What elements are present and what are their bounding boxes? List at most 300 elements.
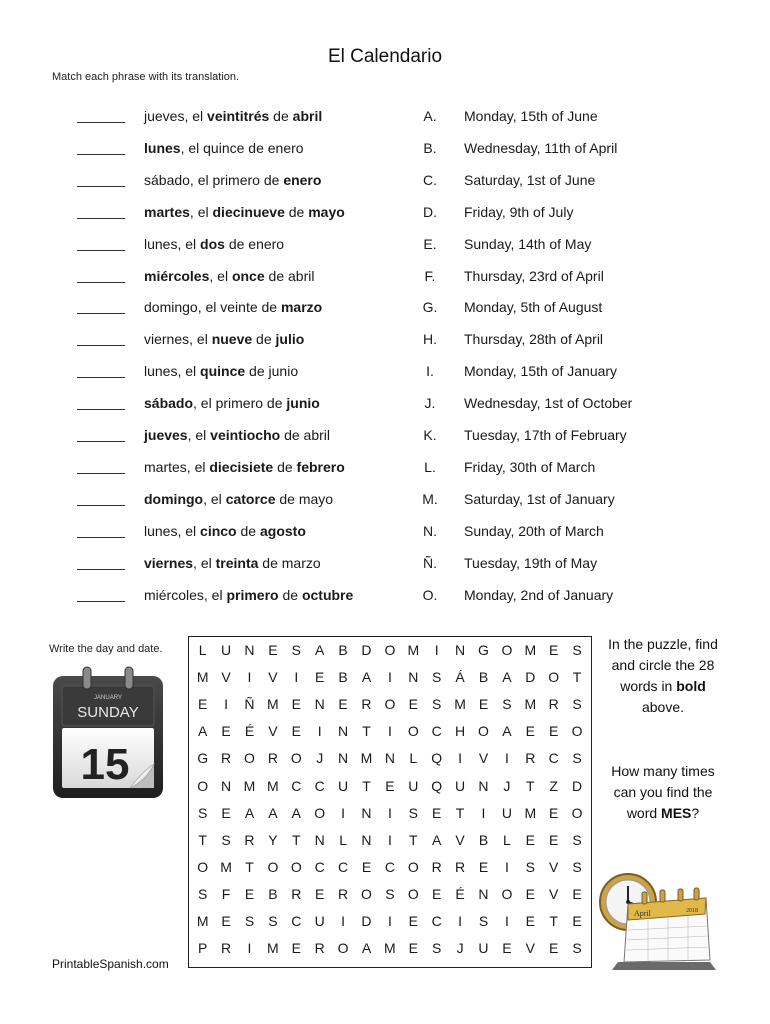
grid-letter[interactable]: E xyxy=(549,831,559,848)
bold-word: diecinueve xyxy=(212,203,285,220)
grid-letter[interactable]: N xyxy=(221,777,232,794)
match-row xyxy=(0,104,770,132)
grid-letter[interactable]: O xyxy=(290,858,302,875)
text-segment: viernes, el xyxy=(144,331,212,348)
grid-letter[interactable]: R xyxy=(314,940,325,957)
grid-letter[interactable]: O xyxy=(384,642,396,658)
grid-letter[interactable]: E xyxy=(385,777,395,794)
grid-letter[interactable]: E xyxy=(361,858,372,875)
grid-letter[interactable]: O xyxy=(548,669,560,686)
grid-letter[interactable]: I xyxy=(247,669,252,686)
grid-letter[interactable]: I xyxy=(224,696,229,713)
grid-letter[interactable]: T xyxy=(455,804,465,821)
grid-letter[interactable]: P xyxy=(198,940,208,957)
grid-letter[interactable]: I xyxy=(434,642,439,658)
bold-word: enero xyxy=(283,171,322,188)
grid-letter[interactable]: V xyxy=(478,750,489,767)
grid-letter[interactable]: S xyxy=(478,913,489,929)
grid-letter[interactable]: E xyxy=(221,913,231,929)
grid-letter[interactable]: A xyxy=(315,642,325,658)
grid-letter[interactable]: I xyxy=(387,913,392,929)
answer-letter: H. xyxy=(423,331,437,348)
english-translation: Tuesday, 19th of May xyxy=(464,554,598,571)
grid-letter[interactable]: E xyxy=(432,804,442,821)
grid-letter[interactable]: M xyxy=(267,940,279,957)
grid-letter[interactable]: L xyxy=(339,831,347,848)
answer-letter: G. xyxy=(422,299,438,316)
grid-letter[interactable]: D xyxy=(361,913,372,929)
match-row xyxy=(0,487,770,515)
grid-letter[interactable]: S xyxy=(432,940,442,957)
grid-letter[interactable]: I xyxy=(387,723,392,740)
grid-letter[interactable]: I xyxy=(504,913,509,929)
grid-letter[interactable]: R xyxy=(361,696,372,713)
grid-letter[interactable]: E xyxy=(291,723,301,740)
grid-letter[interactable]: N xyxy=(408,669,419,686)
grid-letter[interactable]: Ñ xyxy=(244,696,255,713)
spanish-phrase xyxy=(144,299,322,315)
grid-letter[interactable]: U xyxy=(314,913,325,929)
grid-letter[interactable]: I xyxy=(294,669,299,686)
match-row xyxy=(0,455,770,483)
grid-letter[interactable]: M xyxy=(454,696,466,713)
grid-letter[interactable]: I xyxy=(317,723,322,740)
grid-letter[interactable]: A xyxy=(432,831,442,848)
grid-letter[interactable]: L xyxy=(198,642,207,658)
grid-letter[interactable]: C xyxy=(291,913,302,929)
grid-letter[interactable]: I xyxy=(341,804,346,821)
grid-row xyxy=(189,940,593,967)
grid-row xyxy=(189,669,593,696)
grid-letter[interactable]: S xyxy=(572,858,582,875)
grid-letter[interactable]: E xyxy=(268,642,278,658)
grid-letter[interactable]: E xyxy=(315,669,325,686)
grid-letter[interactable]: I xyxy=(458,913,463,929)
english-translation: Monday, 5th of August xyxy=(464,299,603,316)
grid-letter[interactable]: I xyxy=(504,750,509,767)
grid-row xyxy=(189,913,593,940)
answer-blank[interactable] xyxy=(77,473,125,474)
grid-letter[interactable]: R xyxy=(221,750,232,767)
answer-blank[interactable] xyxy=(77,122,125,123)
grid-letter[interactable]: S xyxy=(221,831,231,848)
spanish-phrase xyxy=(144,363,298,379)
text-segment: , el xyxy=(187,427,211,443)
grid-letter[interactable]: S xyxy=(502,696,512,713)
grid-letter[interactable]: D xyxy=(572,777,583,794)
answer-blank[interactable] xyxy=(77,282,125,283)
grid-letter[interactable]: M xyxy=(524,642,537,658)
grid-letter[interactable]: U xyxy=(455,777,466,794)
grid-letter[interactable]: M xyxy=(384,940,396,957)
grid-letter[interactable]: V xyxy=(549,885,559,902)
answer-blank[interactable] xyxy=(77,345,125,346)
grid-letter[interactable]: S xyxy=(198,885,208,902)
grid-letter[interactable]: J xyxy=(316,750,324,767)
bold-word: lunes xyxy=(144,139,181,156)
grid-letter[interactable]: Á xyxy=(455,669,465,686)
spanish-phrase xyxy=(144,204,345,220)
text-segment: miércoles, el xyxy=(144,586,227,603)
grid-letter[interactable]: N xyxy=(338,723,349,740)
grid-letter[interactable]: R xyxy=(525,750,536,767)
puzzle-instructions xyxy=(605,634,721,718)
grid-letter[interactable]: S xyxy=(432,696,442,713)
match-row xyxy=(0,136,770,164)
grid-letter[interactable]: M xyxy=(196,913,209,929)
grid-letter[interactable]: S xyxy=(291,642,301,658)
grid-letter[interactable]: E xyxy=(525,831,535,848)
grid-letter[interactable]: E xyxy=(408,696,418,713)
grid-letter[interactable]: C xyxy=(338,858,349,875)
bold-word: agosto xyxy=(259,522,306,539)
grid-letter[interactable]: M xyxy=(220,858,232,875)
grid-letter[interactable]: C xyxy=(431,913,442,929)
text-segment: de xyxy=(273,458,297,475)
grid-letter[interactable]: O xyxy=(407,723,419,740)
grid-letter[interactable]: O xyxy=(314,804,326,821)
grid-letter[interactable]: S xyxy=(432,669,442,686)
grid-letter[interactable]: E xyxy=(525,885,535,902)
grid-letter[interactable]: S xyxy=(572,642,582,658)
grid-letter[interactable]: E xyxy=(478,858,489,875)
bold-word: nueve xyxy=(211,331,253,348)
grid-letter[interactable]: O xyxy=(267,858,279,875)
text-segment: martes, el xyxy=(144,458,210,475)
grid-letter[interactable]: A xyxy=(291,804,301,821)
bold-word: veintiocho xyxy=(210,427,281,443)
spanish-phrase xyxy=(144,587,353,603)
answer-blank[interactable] xyxy=(77,186,125,187)
answer-letter: Ñ. xyxy=(423,554,437,571)
answer-blank[interactable] xyxy=(77,537,125,538)
word-search-grid xyxy=(188,636,592,968)
grid-letter[interactable]: V xyxy=(549,858,559,875)
grid-letter[interactable]: Q xyxy=(431,777,443,794)
grid-letter[interactable]: S xyxy=(408,804,418,821)
grid-letter[interactable]: S xyxy=(244,913,255,929)
grid-letter[interactable]: E xyxy=(572,913,582,929)
grid-letter[interactable]: E xyxy=(478,696,489,713)
spanish-phrase xyxy=(144,523,306,539)
grid-letter[interactable]: Z xyxy=(549,777,558,794)
text-segment: How many times can you find the word xyxy=(611,763,715,821)
grid-letter[interactable]: E xyxy=(291,696,301,713)
bold-word: mayo xyxy=(308,203,345,220)
grid-letter[interactable]: V xyxy=(221,669,231,686)
grid-letter[interactable]: O xyxy=(407,885,419,902)
grid-letter[interactable]: F xyxy=(221,885,231,902)
grid-letter[interactable]: G xyxy=(478,642,489,658)
grid-letter[interactable]: Y xyxy=(268,831,278,848)
grid-letter[interactable]: R xyxy=(221,940,232,957)
grid-letter[interactable]: A xyxy=(244,804,255,821)
grid-letter[interactable]: M xyxy=(524,696,537,713)
text-segment: de marzo xyxy=(258,554,321,571)
grid-letter[interactable]: T xyxy=(362,777,371,794)
grid-letter[interactable]: M xyxy=(243,777,256,794)
text-segment: , el primero de xyxy=(193,395,287,412)
grid-letter[interactable]: R xyxy=(338,885,349,902)
grid-letter[interactable]: U xyxy=(408,777,419,794)
grid-letter[interactable]: E xyxy=(525,913,535,929)
english-translation: Friday, 9th of July xyxy=(464,203,574,220)
grid-letter[interactable]: N xyxy=(361,831,372,848)
bold-word: marzo xyxy=(280,299,323,316)
grid-letter[interactable]: L xyxy=(409,750,418,767)
grid-letter[interactable]: B xyxy=(478,669,489,686)
answer-blank[interactable] xyxy=(77,313,125,314)
answer-blank[interactable] xyxy=(77,377,125,378)
grid-letter[interactable]: O xyxy=(337,940,349,957)
spanish-phrase xyxy=(144,172,321,188)
grid-letter[interactable]: I xyxy=(387,669,392,686)
grid-letter[interactable]: E xyxy=(572,885,582,902)
bold-word: MES xyxy=(661,805,692,821)
grid-letter[interactable]: T xyxy=(198,831,207,848)
grid-letter[interactable]: E xyxy=(549,940,559,957)
grid-letter[interactable]: A xyxy=(268,804,278,821)
grid-letter[interactable]: C xyxy=(384,858,395,875)
grid-letter[interactable]: V xyxy=(268,723,278,740)
english-translation: Monday, 15th of June xyxy=(464,108,598,124)
grid-letter[interactable]: A xyxy=(502,669,512,686)
answer-blank[interactable] xyxy=(77,409,125,410)
grid-letter[interactable]: E xyxy=(432,885,442,902)
grid-letter[interactable]: U xyxy=(221,642,232,658)
grid-letter[interactable]: S xyxy=(572,831,582,848)
answer-blank[interactable] xyxy=(77,218,125,219)
grid-letter[interactable]: N xyxy=(478,885,489,902)
grid-row xyxy=(189,696,593,723)
grid-letter[interactable]: I xyxy=(387,804,392,821)
grid-letter[interactable]: L xyxy=(502,831,511,848)
grid-row xyxy=(189,750,593,777)
grid-letter[interactable]: E xyxy=(549,804,559,821)
grid-letter[interactable]: I xyxy=(341,913,346,929)
grid-letter[interactable]: S xyxy=(385,885,395,902)
text-segment: de xyxy=(284,203,309,220)
grid-letter[interactable]: E xyxy=(338,696,348,713)
grid-letter[interactable]: T xyxy=(245,858,254,875)
answer-blank[interactable] xyxy=(77,154,125,155)
bold-word: diecisiete xyxy=(209,458,274,475)
write-day-date-label: Write the day and date. xyxy=(49,643,163,655)
grid-letter[interactable]: T xyxy=(409,831,418,848)
grid-letter[interactable]: U xyxy=(338,777,349,794)
grid-letter[interactable]: N xyxy=(384,750,395,767)
answer-blank[interactable] xyxy=(77,569,125,570)
grid-letter[interactable]: É xyxy=(455,885,465,902)
grid-letter[interactable]: E xyxy=(549,642,559,658)
grid-letter[interactable]: M xyxy=(407,642,420,658)
text-segment: de mayo xyxy=(275,490,334,507)
grid-letter[interactable]: T xyxy=(526,777,535,794)
mes-question xyxy=(605,761,721,824)
grid-letter[interactable]: I xyxy=(247,940,252,957)
grid-letter[interactable]: C xyxy=(314,777,325,794)
grid-letter[interactable]: B xyxy=(268,885,278,902)
grid-letter[interactable]: O xyxy=(407,858,419,875)
grid-letter[interactable]: S xyxy=(268,913,278,929)
grid-letter[interactable]: O xyxy=(361,885,372,902)
grid-letter[interactable]: N xyxy=(478,777,489,794)
text-segment: ? xyxy=(691,805,700,821)
grid-letter[interactable]: S xyxy=(572,940,582,957)
answer-letter: N. xyxy=(423,522,437,539)
grid-letter[interactable]: B xyxy=(478,831,489,848)
grid-letter[interactable]: J xyxy=(456,940,464,957)
grid-letter[interactable]: O xyxy=(571,804,583,821)
grid-letter[interactable]: O xyxy=(501,885,513,902)
grid-letter[interactable]: O xyxy=(290,750,302,767)
grid-letter[interactable]: D xyxy=(525,669,536,686)
english-translation: Tuesday, 17th of February xyxy=(464,427,627,443)
grid-letter[interactable]: C xyxy=(431,723,442,740)
grid-letter[interactable]: R xyxy=(244,831,255,848)
grid-letter[interactable]: I xyxy=(387,831,392,848)
grid-letter[interactable]: O xyxy=(384,696,396,713)
grid-row xyxy=(189,886,593,913)
grid-letter[interactable]: R xyxy=(455,858,466,875)
grid-letter[interactable]: T xyxy=(549,913,558,929)
grid-letter[interactable]: M xyxy=(524,804,537,821)
grid-letter[interactable]: O xyxy=(478,723,489,740)
grid-letter[interactable]: E xyxy=(221,804,231,821)
text-segment: de xyxy=(252,331,276,348)
grid-letter[interactable]: A xyxy=(502,723,512,740)
grid-letter[interactable]: E xyxy=(525,723,535,740)
grid-letter[interactable]: R xyxy=(431,858,442,875)
grid-letter[interactable]: N xyxy=(455,642,466,658)
grid-letter[interactable]: N xyxy=(314,696,325,713)
grid-letter[interactable]: J xyxy=(503,777,511,794)
grid-letter[interactable]: E xyxy=(198,696,208,713)
text-segment: de junio xyxy=(245,363,299,380)
grid-letter[interactable]: S xyxy=(572,750,582,767)
english-translation: Monday, 2nd of January xyxy=(464,586,614,603)
grid-letter[interactable]: O xyxy=(501,642,513,658)
answer-letter: M. xyxy=(422,490,438,507)
bold-word: junio xyxy=(286,395,320,412)
grid-letter[interactable]: R xyxy=(291,885,302,902)
grid-letter[interactable]: D xyxy=(361,642,372,658)
spanish-phrase xyxy=(144,331,304,347)
text-segment: , el quince de enero xyxy=(180,139,304,156)
grid-letter[interactable]: S xyxy=(198,804,208,821)
bold-word: primero xyxy=(226,586,279,603)
grid-letter[interactable]: E xyxy=(408,913,418,929)
text-segment: lunes, el xyxy=(144,235,201,252)
grid-letter[interactable]: I xyxy=(504,858,509,875)
grid-letter[interactable]: Q xyxy=(431,750,443,767)
english-translation: Wednesday, 11th of April xyxy=(464,139,618,156)
grid-letter[interactable]: E xyxy=(502,940,512,957)
grid-letter[interactable]: C xyxy=(548,750,559,767)
grid-letter[interactable]: N xyxy=(314,831,325,848)
calendar-month-text: JANUARY xyxy=(94,695,122,701)
grid-letter[interactable]: A xyxy=(198,723,208,740)
grid-letter[interactable]: G xyxy=(197,750,209,767)
spanish-phrase xyxy=(144,140,304,156)
grid-letter[interactable]: E xyxy=(244,885,255,902)
grid-letter[interactable]: A xyxy=(361,669,372,686)
bold-word: treinta xyxy=(215,554,259,571)
grid-letter[interactable]: T xyxy=(362,723,371,740)
grid-letter[interactable]: E xyxy=(549,723,559,740)
grid-letter[interactable]: É xyxy=(244,723,255,740)
grid-letter[interactable]: R xyxy=(267,750,278,767)
answer-blank[interactable] xyxy=(77,505,125,506)
grid-letter[interactable]: T xyxy=(572,669,582,686)
grid-letter[interactable]: E xyxy=(408,940,418,957)
grid-letter[interactable]: I xyxy=(458,750,463,767)
grid-letter[interactable]: B xyxy=(338,669,348,686)
grid-letter[interactable]: E xyxy=(291,940,301,957)
bold-word: veintitrés xyxy=(207,108,270,124)
grid-letter[interactable]: S xyxy=(572,696,582,713)
grid-letter[interactable]: T xyxy=(292,831,301,848)
answer-letter: K. xyxy=(423,427,437,443)
grid-letter[interactable]: E xyxy=(315,885,325,902)
grid-letter[interactable]: O xyxy=(197,858,209,875)
footer-source: PrintableSpanish.com xyxy=(52,957,169,971)
bold-word: martes xyxy=(144,203,190,220)
text-segment: de enero xyxy=(224,235,285,252)
match-row xyxy=(0,264,770,292)
answer-blank[interactable] xyxy=(77,441,125,442)
grid-letter[interactable]: V xyxy=(525,940,535,957)
clock-calendar-year-text: 2018 xyxy=(686,908,698,914)
grid-letter[interactable]: O xyxy=(244,750,255,767)
grid-letter[interactable]: V xyxy=(455,831,465,848)
english-translation: Friday, 30th of March xyxy=(464,458,596,475)
spanish-phrase xyxy=(144,395,320,411)
grid-letter[interactable]: C xyxy=(314,858,325,875)
text-segment: lunes, el xyxy=(144,522,201,539)
grid-letter[interactable]: M xyxy=(196,669,209,686)
grid-letter[interactable]: U xyxy=(478,940,489,957)
grid-letter[interactable]: N xyxy=(338,750,349,767)
grid-letter[interactable]: C xyxy=(291,777,302,794)
grid-letter[interactable]: B xyxy=(338,642,348,658)
grid-letter[interactable]: I xyxy=(481,804,486,821)
english-translation: Sunday, 14th of May xyxy=(464,235,592,252)
grid-letter[interactable]: M xyxy=(360,750,373,767)
grid-letter[interactable]: M xyxy=(267,696,279,713)
grid-letter[interactable]: N xyxy=(361,804,372,821)
grid-letter[interactable]: M xyxy=(267,777,279,794)
grid-letter[interactable]: O xyxy=(571,723,583,740)
answer-blank[interactable] xyxy=(77,601,125,602)
text-segment: de xyxy=(269,108,293,124)
grid-letter[interactable]: U xyxy=(501,804,512,821)
grid-letter[interactable]: N xyxy=(244,642,255,658)
answer-blank[interactable] xyxy=(77,250,125,251)
answer-letter: D. xyxy=(423,203,437,220)
grid-letter[interactable]: R xyxy=(548,696,559,713)
match-row xyxy=(0,359,770,387)
grid-letter[interactable]: S xyxy=(525,858,535,875)
grid-letter[interactable]: O xyxy=(197,777,209,794)
grid-letter[interactable]: V xyxy=(268,669,278,686)
spanish-phrase xyxy=(144,236,284,252)
grid-letter[interactable]: H xyxy=(455,723,466,740)
spanish-phrase xyxy=(144,459,345,475)
grid-letter[interactable]: A xyxy=(361,940,372,957)
english-translation: Sunday, 20th of March xyxy=(464,522,604,539)
grid-letter[interactable]: E xyxy=(221,723,231,740)
